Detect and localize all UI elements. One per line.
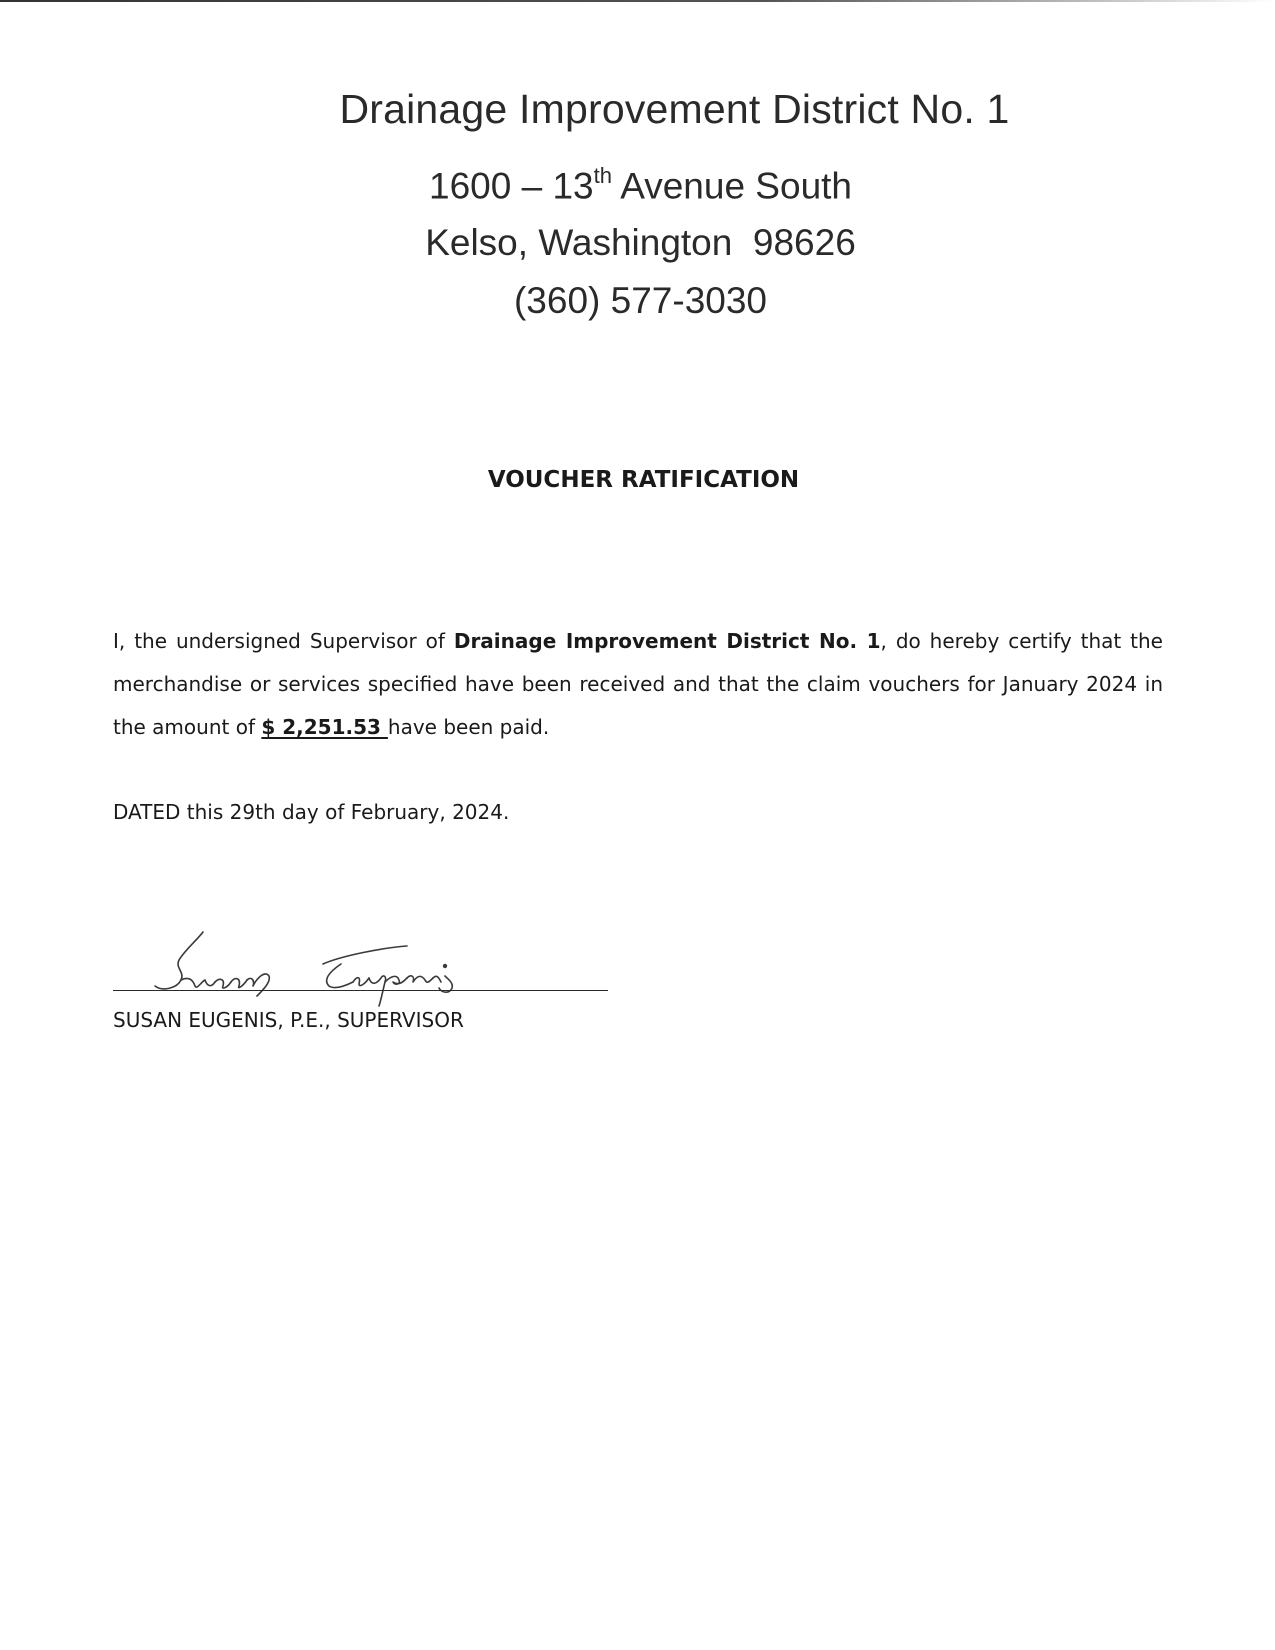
address-street-number: 1600 – 13 bbox=[429, 165, 594, 207]
letterhead-org-name: Drainage Improvement District No. 1 bbox=[339, 86, 1010, 132]
letterhead-address-line-1 bbox=[3, 165, 1275, 207]
handwritten-signature bbox=[145, 920, 505, 1010]
letterhead-address-line-2: Kelso, Washington 98626 bbox=[425, 222, 856, 263]
certification-amount: $ 2,251.53 bbox=[261, 715, 388, 739]
scan-edge bbox=[0, 0, 1275, 2]
certification-text-part-2: , do hereby certify that the merchandise or services specified have been received and that the claim vouchers for January 2024 in the amount of bbox=[113, 629, 1163, 739]
document-title: VOUCHER RATIFICATION bbox=[487, 467, 800, 493]
signature-line bbox=[113, 990, 608, 991]
letterhead-phone: (360) 577-3030 bbox=[513, 280, 768, 321]
certification-district-name: Drainage Improvement District No. 1 bbox=[453, 629, 881, 653]
signer-name-title: SUSAN EUGENIS, P.E., SUPERVISOR bbox=[113, 1008, 464, 1032]
certification-paragraph bbox=[113, 620, 1163, 749]
certification-text-part-3: have been paid. bbox=[387, 715, 550, 739]
address-ordinal-suffix: th bbox=[593, 163, 612, 188]
address-street-name: Avenue South bbox=[611, 165, 852, 207]
dated-line: DATED this 29th day of February, 2024. bbox=[113, 800, 510, 824]
certification-text-part-1: I, the undersigned Supervisor of bbox=[113, 629, 454, 653]
